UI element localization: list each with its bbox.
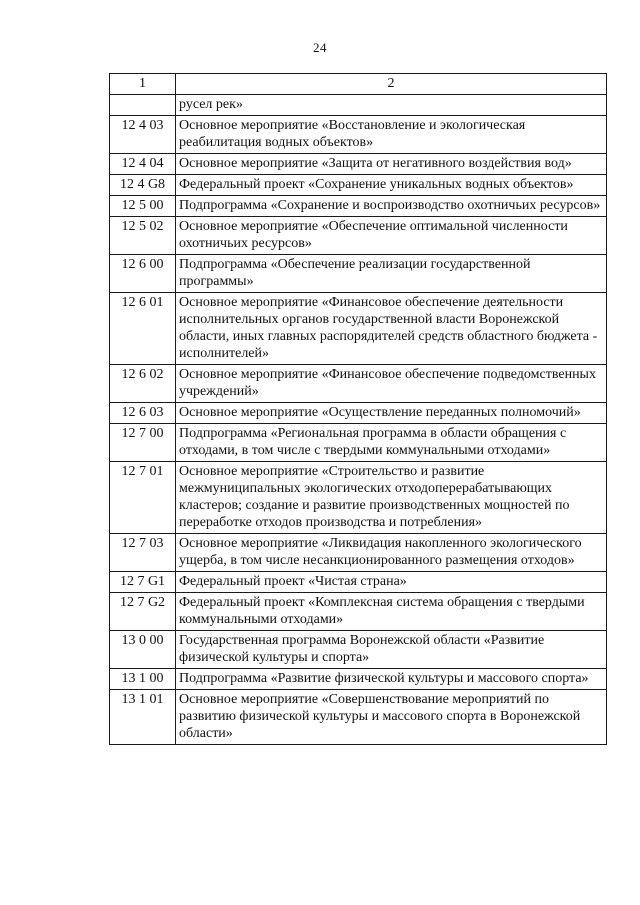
- row-code: 12 4 03: [110, 116, 176, 154]
- row-description: Подпрограмма «Сохранение и воспроизводство охотничьих ресурсов»: [176, 196, 607, 217]
- row-description: Основное мероприятие «Осуществление переданных полномочий»: [176, 403, 607, 424]
- row-code: 12 6 01: [110, 293, 176, 365]
- table-row: [110, 116, 607, 154]
- row-description: Подпрограмма «Развитие физической культуры и массового спорта»: [176, 669, 607, 690]
- row-code: 12 4 04: [110, 154, 176, 175]
- row-code: 12 5 02: [110, 217, 176, 255]
- table-row: [110, 424, 607, 462]
- row-description: Основное мероприятие «Финансовое обеспечение подведомственных учреждений»: [176, 365, 607, 403]
- row-code: 13 0 00: [110, 631, 176, 669]
- row-code: 12 7 03: [110, 534, 176, 572]
- table-row: [110, 217, 607, 255]
- table-row: [110, 690, 607, 745]
- table-row: [110, 593, 607, 631]
- row-description: Федеральный проект «Чистая страна»: [176, 572, 607, 593]
- row-code: 12 5 00: [110, 196, 176, 217]
- row-description: Основное мероприятие «Финансовое обеспечение деятельности исполнительных органов государственной власти Воронежской области, иных главных распорядителей средств областного бюджета - исполнителей»: [176, 293, 607, 365]
- table-row: [110, 95, 607, 116]
- table-row: [110, 293, 607, 365]
- row-code: 12 7 00: [110, 424, 176, 462]
- row-description: Основное мероприятие «Строительство и развитие межмуниципальных экологических отходоперерабатывающих кластеров; создание и развитие производственных мощностей по переработке отходов производства и потребления»: [176, 462, 607, 534]
- row-code: 12 6 02: [110, 365, 176, 403]
- page-number: 24: [313, 40, 327, 55]
- row-description: Подпрограмма «Обеспечение реализации государственной программы»: [176, 255, 607, 293]
- table-row: [110, 669, 607, 690]
- row-code: 12 6 03: [110, 403, 176, 424]
- table-row: [110, 534, 607, 572]
- table-row: [110, 462, 607, 534]
- row-code: [110, 95, 176, 116]
- row-code: 12 4 G8: [110, 175, 176, 196]
- budget-classification-table: [109, 73, 607, 745]
- table-row: [110, 631, 607, 669]
- row-code: 13 1 01: [110, 690, 176, 745]
- row-description: русел рек»: [176, 95, 607, 116]
- row-description: Основное мероприятие «Совершенствование мероприятий по развитию физической культуры и массового спорта в Воронежской области»: [176, 690, 607, 745]
- row-description: Основное мероприятие «Восстановление и экологическая реабилитация водных объектов»: [176, 116, 607, 154]
- table-row: [110, 175, 607, 196]
- row-description: Федеральный проект «Сохранение уникальных водных объектов»: [176, 175, 607, 196]
- row-description: Подпрограмма «Региональная программа в области обращения с отходами, в том числе с твердыми коммунальными отходами»: [176, 424, 607, 462]
- table-row: [110, 572, 607, 593]
- row-code: 12 7 G2: [110, 593, 176, 631]
- row-description: Федеральный проект «Комплексная система обращения с твердыми коммунальными отходами»: [176, 593, 607, 631]
- row-description: Государственная программа Воронежской области «Развитие физической культуры и спорта»: [176, 631, 607, 669]
- table-row: [110, 365, 607, 403]
- row-description: Основное мероприятие «Обеспечение оптимальной численности охотничьих ресурсов»: [176, 217, 607, 255]
- column-header-description: 2: [176, 74, 607, 95]
- row-code: 13 1 00: [110, 669, 176, 690]
- table-row: [110, 196, 607, 217]
- table-header-row: [110, 74, 607, 95]
- row-description: Основное мероприятие «Ликвидация накопленного экологического ущерба, в том числе несанкционированного размещения отходов»: [176, 534, 607, 572]
- table-row: [110, 255, 607, 293]
- row-description: Основное мероприятие «Защита от негативного воздействия вод»: [176, 154, 607, 175]
- row-code: 12 7 G1: [110, 572, 176, 593]
- row-code: 12 7 01: [110, 462, 176, 534]
- table-row: [110, 154, 607, 175]
- table-row: [110, 403, 607, 424]
- row-code: 12 6 00: [110, 255, 176, 293]
- column-header-code: 1: [110, 74, 176, 95]
